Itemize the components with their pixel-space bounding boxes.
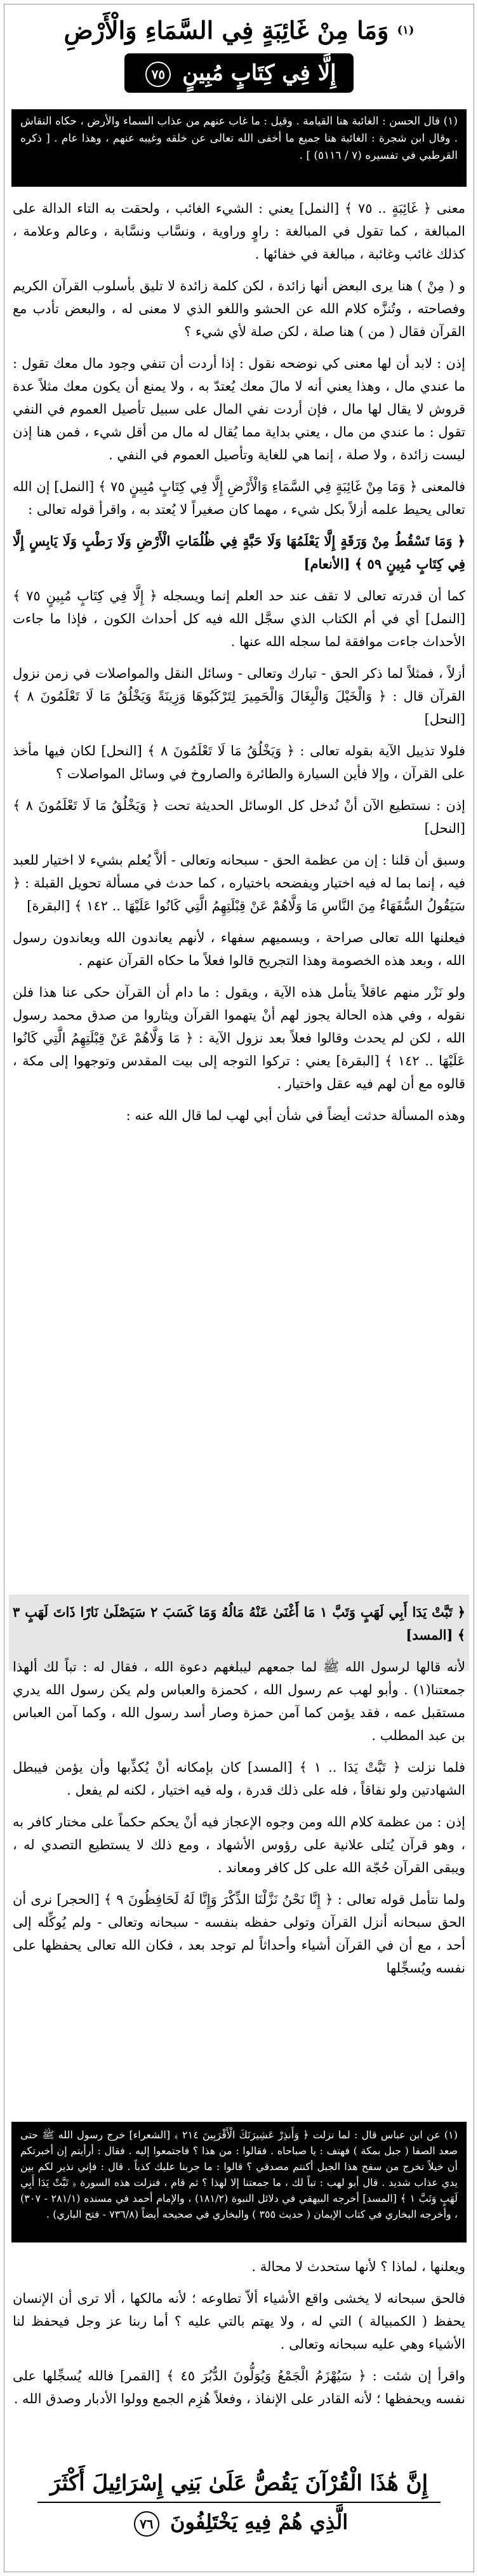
paragraph-17: إذن : من عظمة كلام الله ومن وجوه الإعجاز فيه أنْ يحكم حكماً على مختار كافر به ، وهو قرآن يُتلى علانية على رؤوس الأشهاد ، ومع ذلك لا يستطيع التصدي له ، ويبقى القرآن حُجّة الله على كل كافر ومعاند . <box>13 1814 465 1875</box>
closing-verse-line1: إِنَّ هَٰذَا الْقُرْآنَ يَقُصُّ عَلَىٰ بَنِي إِسْرَائِيلَ أَكْثَرَ <box>37 2465 441 2503</box>
main-text-after-footnote <box>13 2255 465 2419</box>
after-paragraph-3: واقرأ إن شئت : ﴿ سَيُهْزَمُ الْجَمْعُ وَيُوَلُّونَ الدُّبُرَ ٤٥ ﴾ [القمر] فالله يُسجِّلها على نفسه ويحفظها ؛ لأنه القادر على الإنفاذ ، وفعلاً هُزِم الجمع وولوا الأدبار وصدق الله . <box>13 2368 465 2406</box>
paragraph-5: ﴿ وَمَا تَسْقُطُ مِنْ وَرَقَةٍ إِلَّا يَعْلَمُهَا وَلَا حَبَّةٍ فِي ظُلُمَاتِ الْأَرْضِ وَلَا رَطْبٍ وَلَا يَابِسٍ إِلَّا فِي كِتَابٍ مُبِينٍ ٥٩ ﴾ [الأنعام] <box>13 533 465 572</box>
verse-banner <box>19 9 459 104</box>
paragraph-4: فالمعنى ﴿ وَمَا مِنْ غَائِبَةٍ فِي السَّمَاءِ وَالْأَرْضِ إِلَّا فِي كِتَابٍ مُبِينٍ ٧٥ ﴾ [النمل] إن الله تعالى يحيط علمه أزلاً بكل شيء ، مهما كان صغيراً لا يُعتد به ، واقرأ قوله تعالى : <box>13 479 465 517</box>
paragraph-13: وهذه المسألة حدثت أيضاً في شأن أبي لهب لما قال الله عنه : <box>126 1108 465 1123</box>
after-paragraph-2: فالحق سبحانه لا يخشى واقع الأشياء ألاّ تطاوعه ؛ لأنه مالكها ، ألا ترى أن الإنسان يحفظ ( الكمبيالة ) التي له ، ولا يهتم بالتي عليه ؟ أما ربنا عز وجل فيحفظ لنا الأشياء وهي عليه سبحانه وتعالى . <box>13 2291 465 2352</box>
paragraph-18: ولما نتأمل قوله تعالى : ﴿ إِنَّا نَحْنُ نَزَّلْنَا الذِّكْرَ وَإِنَّا لَهُ لَحَافِظُونَ ٩ ﴾ [الحجر] نرى أن الحق سبحانه أنزل القرآن وتولى حفظه بنفسه - سبحانه وتعالى - ولم يُوكِّله إلى أحد ، مع أن في القرآن أشياء وأحداثاً لم توجد بعد ، فكان الله تعالى يحفظها على نفسه ويُسجِّلها <box>13 1892 465 1976</box>
banner-verse-text1: وَمَا مِنْ غَائِبَةٍ فِي السَّمَاءِ وَالْأَرْضِ <box>63 16 389 44</box>
paragraph-12: ولو نَزْر منهم عاقلاً يتأمل هذه الآية ، ويقول : ما دام أن القرآن حكى عنا هذا فلن نقوله ، وفي هذه الحالة يجوز لهم أنْ يتهموا القرآن ويثاروا من صدق محمد رسول الله ، لكن لم يحدث وقالوا فعلاً بعد نزول الآية : ﴿ مَا وَلَّاهُمْ عَنْ قِبْلَتِهِمُ الَّتِي كَانُوا عَلَيْهَا .. ١٤٢ ﴾ [البقرة] يعني : تركوا التوجه إلى بيت المقدس وتوجهوا إلى مكة ، قالوه مع أن لهم فيه عقل واختيار . <box>13 985 465 1091</box>
paragraph-15: لأنه قالها لرسول الله ﷺ لما جمعهم ليبلغهم دعوة الله ، فقال له : تباً لك ألهذا جمعتنا(١) . وأبو لهب عم رسول الله ، كحمزة والعباس ولم يكن رسول الله يدري مستقبل عمه ، فقد يؤمن كما آمن حمزة وصار أسد رسول الله ، وكما آمن العباس بن عبد المطلب . <box>13 1659 465 1743</box>
closing-verse <box>25 2465 453 2560</box>
bottom-footnote: (١) عن ابن عباس قال : لما نزلت ﴿ وَأَنذِرْ عَشِيرَتَكَ الْأَقْرَبِينَ ٢١٤ ﴾ [الشعراء] خرج رسول الله ﷺ حتى صعد الصفا ( جبل بمكة ) فهتف : يا صباحاه . فقالوا : من هذا ؟ فاجتمعوا إليه . فقال : أرأيتم إن أخبرتكم أن خيلاً تخرج من سفح هذا الجبل أكنتم مصدقي ؟ قالوا : ما جربنا عليك كذباً . قال : فإني نذير لكم بين يدي عذاب شديد . قال أبو لهب : تباً لك ، ما جمعتنا إلا لهذا ؟ ثم قام ، فنزلت هذه السورة ﴿ تَبَّتْ يَدَا أَبِي لَهَبٍ وَتَبَّ ١ ﴾ [المسد] أخرجه البيهقي في دلائل النبوة (١٨١/٢) ، والإمام أحمد في مسنده (٢٨١/١ - ٣٠٧) ، وأخرجه البخاري في كتاب الإيمان ( حديث ٣٥٥ ) والبخاري في صحيحه أيضاً (٧٣٦/٨ - فتح الباري) . <box>11 2122 467 2242</box>
paragraph-14: ﴿ تَبَّتْ يَدَا أَبِي لَهَبٍ وَتَبَّ ١ مَا أَغْنَىٰ عَنْهُ مَالُهُ وَمَا كَسَبَ ٢ سَيَصْلَىٰ نَارًا ذَاتَ لَهَبٍ ٣ ﴾ [المسد] <box>13 1604 465 1643</box>
paragraph-8: فلولا تذييل الآية بقوله تعالى : ﴿ وَيَخْلُقُ مَا لَا تَعْلَمُونَ ٨ ﴾ [النحل] لكان فيها مأخذ على القرآن ، وإلا فأين السيارة والطائرة والصاروخ في وسائل المواصلات ؟ <box>13 743 465 781</box>
paragraph-2: و ( مِنْ ) هنا يرى البعض أنها زائدة ، لكن كلمة زائدة لا تليق بأسلوب القرآن الكريم وفصاحته ، وتُنزَّه كلام الله عن الحشو واللغو الذي لا معنى له ، والبعض تأدب مع القرآن فقال ( من ) هنا صلة ، لكن صلة لأي شيء ؟ <box>13 278 465 339</box>
banner-verse-line1 <box>19 11 459 50</box>
paragraph-6: كما أن قدرته تعالى لا تقف عند حد العلم إنما ويسجله ﴿ إِلَّا فِي كِتَابٍ مُبِينٍ ٧٥ ﴾ [النمل] أي في أم الكتاب الذي سجَّل الله فيه كل أحداث الكون ، فإذا ما جاءت الأحداث جاءت موافقة لما سجله الله عنها . <box>13 588 465 649</box>
paragraph-7: أزلاً ، فمثلاً لما ذكر الحق - تبارك وتعالى - وسائل النقل والمواصلات في زمن نزول القرآن قال : ﴿ وَالْخَيْلَ وَالْبِغَالَ وَالْحَمِيرَ لِتَرْكَبُوهَا وَزِينَةً وَيَخْلُقُ مَا لَا تَعْلَمُونَ ٨ ﴾ [النحل] <box>13 666 465 727</box>
paragraph-9: إذن : نستطيع الآن أنْ نُدخل كل الوسائل الحديثة تحت ﴿ وَيَخْلُقُ مَا لَا تَعْلَمُونَ ٨ ﴾ [النحل] <box>13 798 465 836</box>
banner-verse-number: ٧٥ <box>145 62 171 87</box>
paragraph-3: إذن : لابد أن لها معنى كي نوضحه نقول : إذا أردت أن تنفي وجود مال معك تقول : ما عندي مال ، وهذا يعني أنه لا مالَ معك يُعتدّ به ، ولا يمنع أن يكون معك مثلاً عدة قروش لا يقال لها مال ، فإن أردت نفي المال على سبيل تأصيل العموم في النفي تقول : ما عندي من مال ، يعني بداية مما يُقال له مال من أقل شيء ، فمن هنا إذن ليست زائدة ، ولا صلة ، إنما هي للغاية وتأصيل العموم في النفي . <box>13 356 465 462</box>
paragraph-16: فلما نزلت ﴿ تَبَّتْ يَدَا .. ١ ﴾ [المسد] كان بإمكانه أنْ يُكذِّبها وأن يؤمن فيبطل الشهادتين ولو نفاقاً ، فله على ذلك قدرة ، وله فيه اختيار ، لكنه لم يفعل . <box>13 1760 465 1798</box>
closing-verse-text2: الَّذِي هُمْ فِيهِ يَخْتَلِفُونَ <box>169 2510 349 2534</box>
paragraph-1: معنى ﴿ غَائِبَةٍ .. ٧٥ ﴾ [النمل] يعني : الشيء الغائب ، ولحقت به التاء الدالة على المبالغة ، كما تقول في المبالغة : راوٍ وراوية ، ونسَّاب ونسَّابة ، وعالم وعلامة ، كذلك غائب وغائبة ، مبالغة في خفائها . <box>13 201 465 262</box>
paragraph-11: فيعلنها الله تعالى صراحة ، ويسميهم سفهاء ، لأنهم يعاندون الله ويعاندون رسول الله ، وبعد هذه الخصومة وهذا التجريح قالوا فعلاً ما حكاه القرآن عنهم . <box>13 930 465 968</box>
main-text-continued <box>13 1601 465 1988</box>
banner-verse-line2 <box>124 53 353 93</box>
top-footnote: (١) قال الحسن : الغائبة هنا القيامة . وقيل : ما غاب عنهم من عذاب السماء والأرض ، حكاه النقاش . وقال ابن شجرة : الغائبة هنا جميع ما أخفى الله تعالى عن خلقه وغيبه عنهم ، وهذا عام . [ ذكره القرطبي في تفسيره (٧ / ٥١١٦) ] . <box>11 109 467 187</box>
closing-verse-line2 <box>25 2503 453 2541</box>
closing-verse-number: ٧٦ <box>134 2511 159 2537</box>
after-paragraph-1: ويعلنها ، لماذا ؟ لأنها ستحدث لا محالة . <box>251 2259 465 2274</box>
banner-footnote-mark: (١) <box>397 24 415 37</box>
main-text <box>13 197 465 1136</box>
paragraph-10: وسبق أن قلنا : إن من عظمة الحق - سبحانه وتعالى - ألاَّ يُعلم بشيء لا اختيار للعبد فيه ، إنما بما له فيه اختيار ويفضحه باختياره ، كما حدث في مسألة تحويل القبلة : ﴿ سَيَقُولُ السُّفَهَاءُ مِنَ النَّاسِ مَا وَلَّاهُمْ عَنْ قِبْلَتِهِمُ الَّتِي كَانُوا عَلَيْهَا .. ١٤٢ ﴾ [البقرة] <box>13 853 465 914</box>
banner-verse-text2: إِلَّا فِي كِتَابٍ مُبِينٍ <box>182 60 336 86</box>
